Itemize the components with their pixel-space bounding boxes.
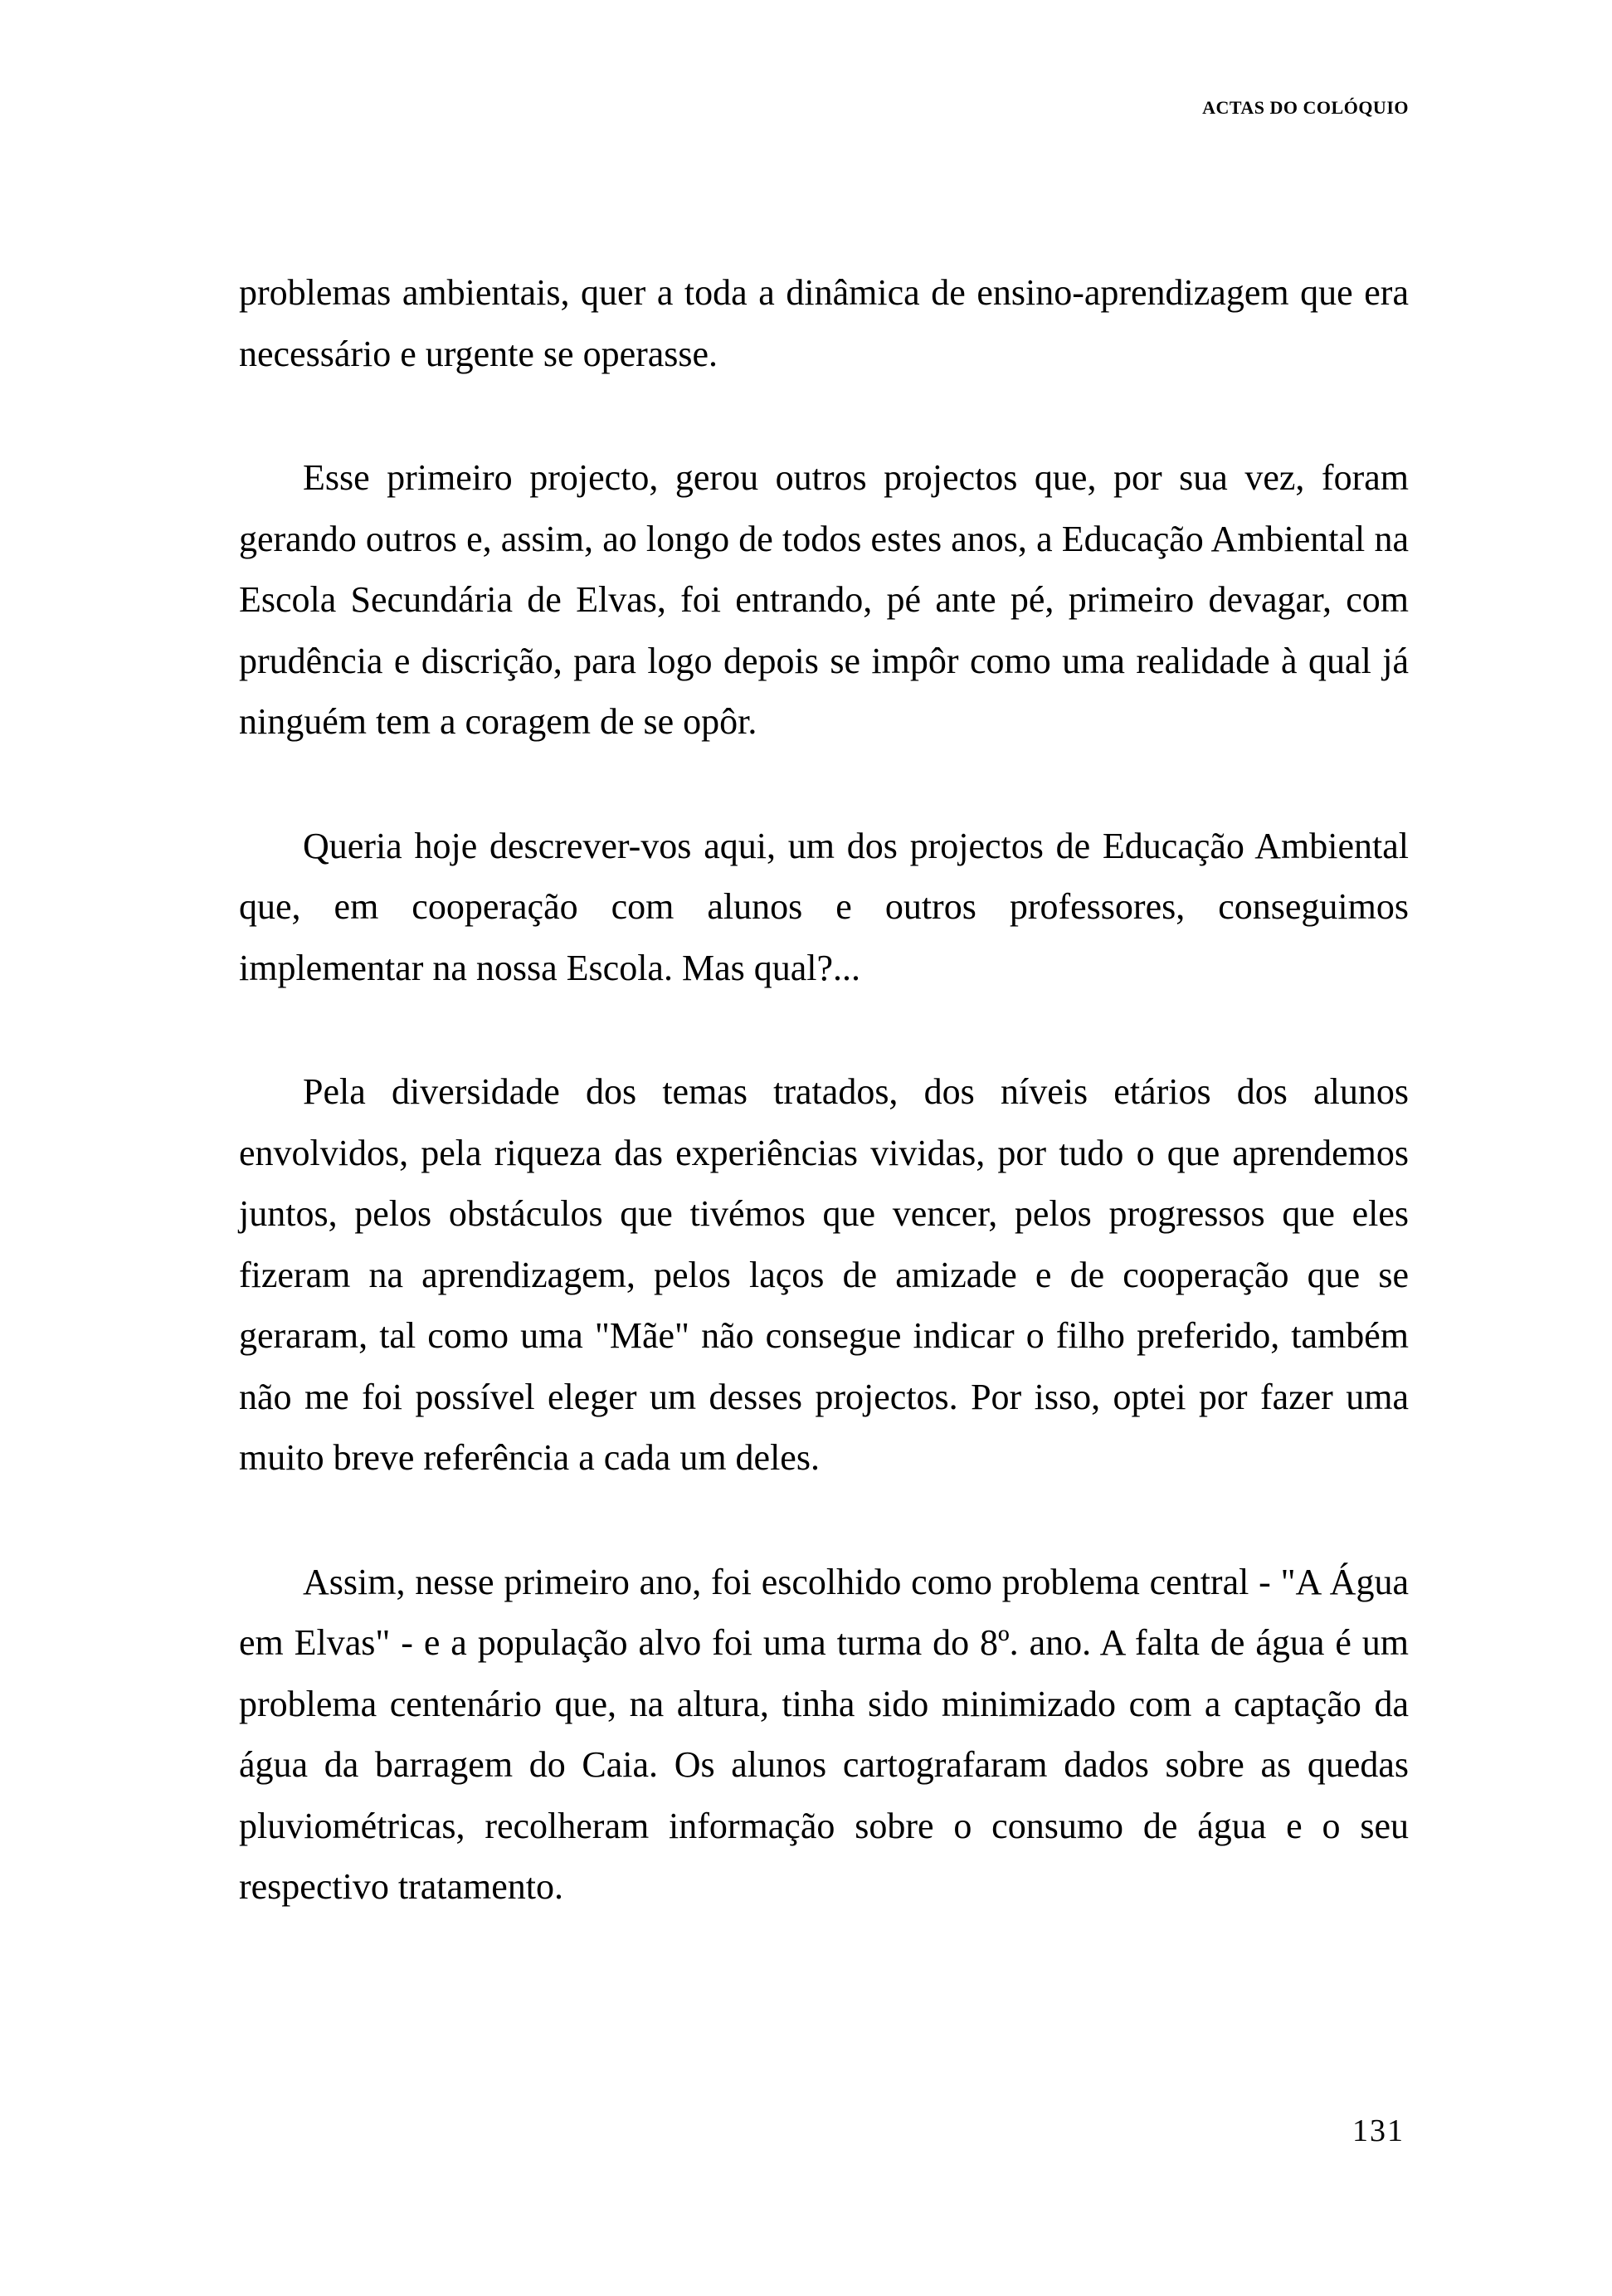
running-header: ACTAS DO COLÓQUIO bbox=[1202, 97, 1409, 118]
paragraph-3: Queria hoje descrever-vos aqui, um dos projectos de Educação Ambiental que, em cooperação com alunos e outros professores, conseguimos implementar na nossa Escola. Mas qual?... bbox=[239, 825, 1409, 988]
paragraph-4: Pela diversidade dos temas tratados, dos níveis etários dos alunos envolvidos, pela riqueza das experiências vividas, por tudo o que aprendemos juntos, pelos obstáculos que tivémos que vencer, pelos progressos que eles fizeram na aprendizagem, pelos laços de amizade e de cooperação que se geraram, tal como uma "Mãe" não consegue indicar o filho preferido, também não me foi possível eleger um desses projectos. Por isso, optei por fazer uma muito breve referência a cada um deles. bbox=[239, 1071, 1409, 1478]
paragraph-2: Esse primeiro projecto, gerou outros projectos que, por sua vez, foram gerando outros e, assim, ao longo de todos estes anos, a Educação Ambiental na Escola Secundária de Elvas, foi entrando, pé ante pé, primeiro devagar, com prudência e discrição, para logo depois se impôr como uma realidade à qual já ninguém tem a coragem de se opôr. bbox=[239, 457, 1409, 742]
paragraph-5: Assim, nesse primeiro ano, foi escolhido como problema central - "A Água em Elvas" - e a população alvo foi uma turma do 8º. ano. A falta de água é um problema centenário que, na altura, tinha sido minimizado com a captação da água da barragem do Caia. Os alunos cartografaram dados sobre as quedas pluviométricas, recolheram informação sobre o consumo de água e o seu respectivo tratamento. bbox=[239, 1561, 1409, 1907]
paragraph-1: problemas ambientais, quer a toda a dinâmica de ensino-aprendizagem que era necessário e urgente se operasse. bbox=[239, 272, 1409, 374]
page-number: 131 bbox=[1352, 2113, 1405, 2148]
body-text bbox=[239, 262, 1409, 1981]
